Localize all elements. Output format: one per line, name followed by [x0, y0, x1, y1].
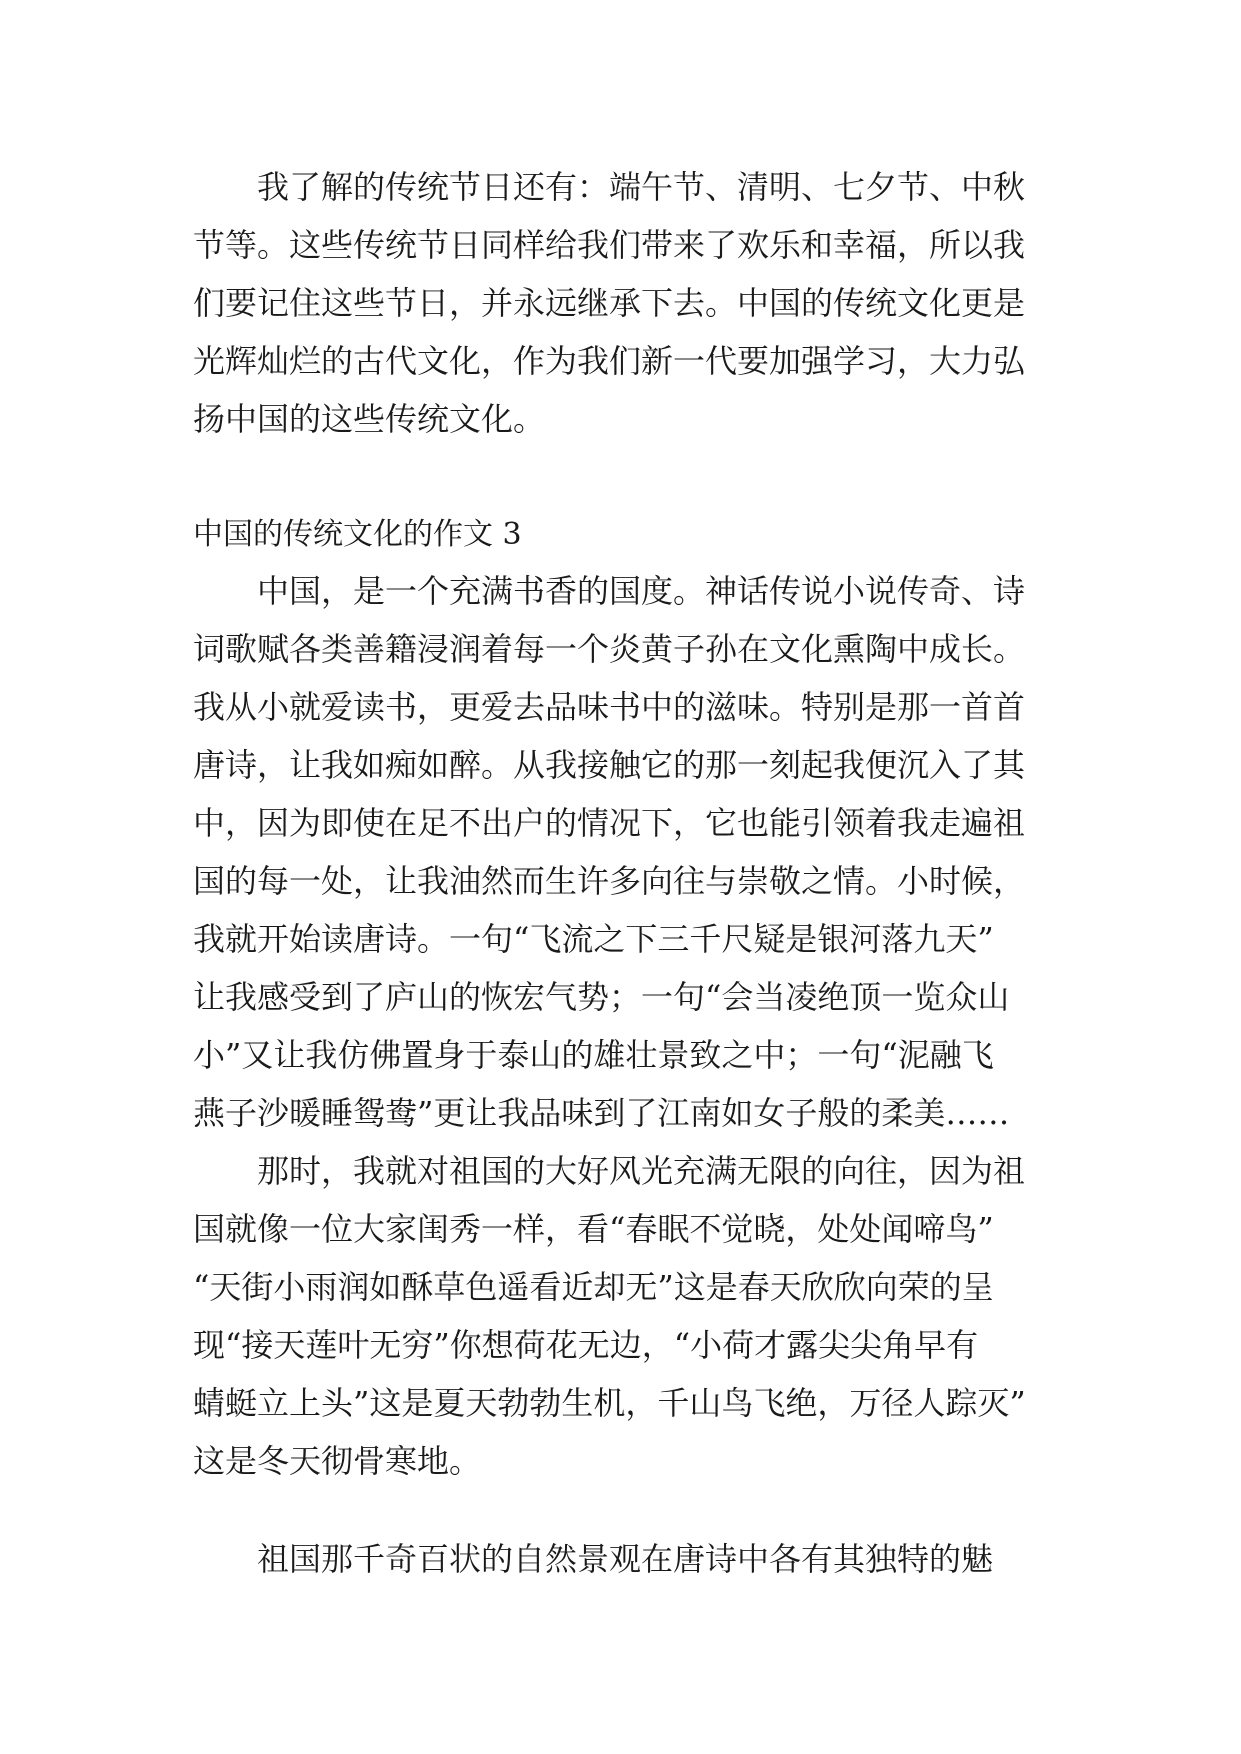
paragraph-line: “天街小雨润如酥草色遥看近却无”这是春天欣欣向荣的呈 — [193, 1268, 994, 1306]
paragraph-line: 词歌赋各类善籍浸润着每一个炎黄子孙在文化熏陶中成长。 — [193, 630, 1026, 668]
paragraph-line: 节等。这些传统节日同样给我们带来了欢乐和幸福，所以我 — [193, 226, 1026, 264]
paragraph-line: 燕子沙暖睡鸳鸯”更让我品味到了江南如女子般的柔美…… — [193, 1094, 1010, 1132]
paragraph-line: 国的每一处，让我油然而生许多向往与崇敬之情。小时候， — [193, 862, 1026, 900]
paragraph-line: 我从小就爱读书，更爱去品味书中的滋味。特别是那一首首 — [193, 688, 1026, 726]
paragraph-reading-poems — [193, 562, 1057, 1142]
paragraph-line: 这是冬天彻骨寒地。 — [193, 1442, 482, 1480]
paragraph-line: 中国，是一个充满书香的国度。神话传说小说传奇、诗 — [257, 572, 1026, 610]
paragraph-line: 我了解的传统节日还有：端午节、清明、七夕节、中秋 — [257, 168, 1026, 206]
paragraph-line: 祖国那千奇百状的自然景观在唐诗中各有其独特的魅 — [257, 1540, 994, 1578]
paragraph-line: 小”又让我仿佛置身于泰山的雄壮景致之中；一句“泥融飞 — [193, 1036, 994, 1074]
paragraph-line: 中，因为即使在足不出户的情况下，它也能引领着我走遍祖 — [193, 804, 1026, 842]
paragraph-line: 现“接天莲叶无穷”你想荷花无边，“小荷才露尖尖角早有 — [193, 1326, 979, 1364]
paragraph-natural-landscape — [193, 1530, 1057, 1588]
paragraph-line: 我就开始读唐诗。一句“飞流之下三千尺疑是银河落九天” — [193, 920, 994, 958]
paragraph-line: 让我感受到了庐山的恢宏气势；一句“会当凌绝顶一览众山 — [193, 978, 1010, 1016]
paragraph-line: 国就像一位大家闺秀一样，看“春眠不觉晓，处处闻啼鸟” — [193, 1210, 994, 1248]
paragraph-line: 们要记住这些节日，并永远继承下去。中国的传统文化更是 — [193, 284, 1026, 322]
paragraph-scenery — [193, 1142, 1057, 1490]
paragraph-traditional-festivals — [193, 158, 1057, 448]
paragraph-line: 唐诗，让我如痴如醉。从我接触它的那一刻起我便沉入了其 — [193, 746, 1026, 784]
essay-heading: 中国的传统文化的作文 3 — [193, 517, 522, 552]
paragraph-line: 光辉灿烂的古代文化，作为我们新一代要加强学习，大力弘 — [193, 342, 1026, 380]
paragraph-line: 蜻蜓立上头”这是夏天勃勃生机，千山鸟飞绝，万径人踪灭” — [193, 1384, 1026, 1422]
paragraph-line: 那时，我就对祖国的大好风光充满无限的向往，因为祖 — [257, 1152, 1026, 1190]
paragraph-line: 扬中国的这些传统文化。 — [193, 400, 546, 438]
